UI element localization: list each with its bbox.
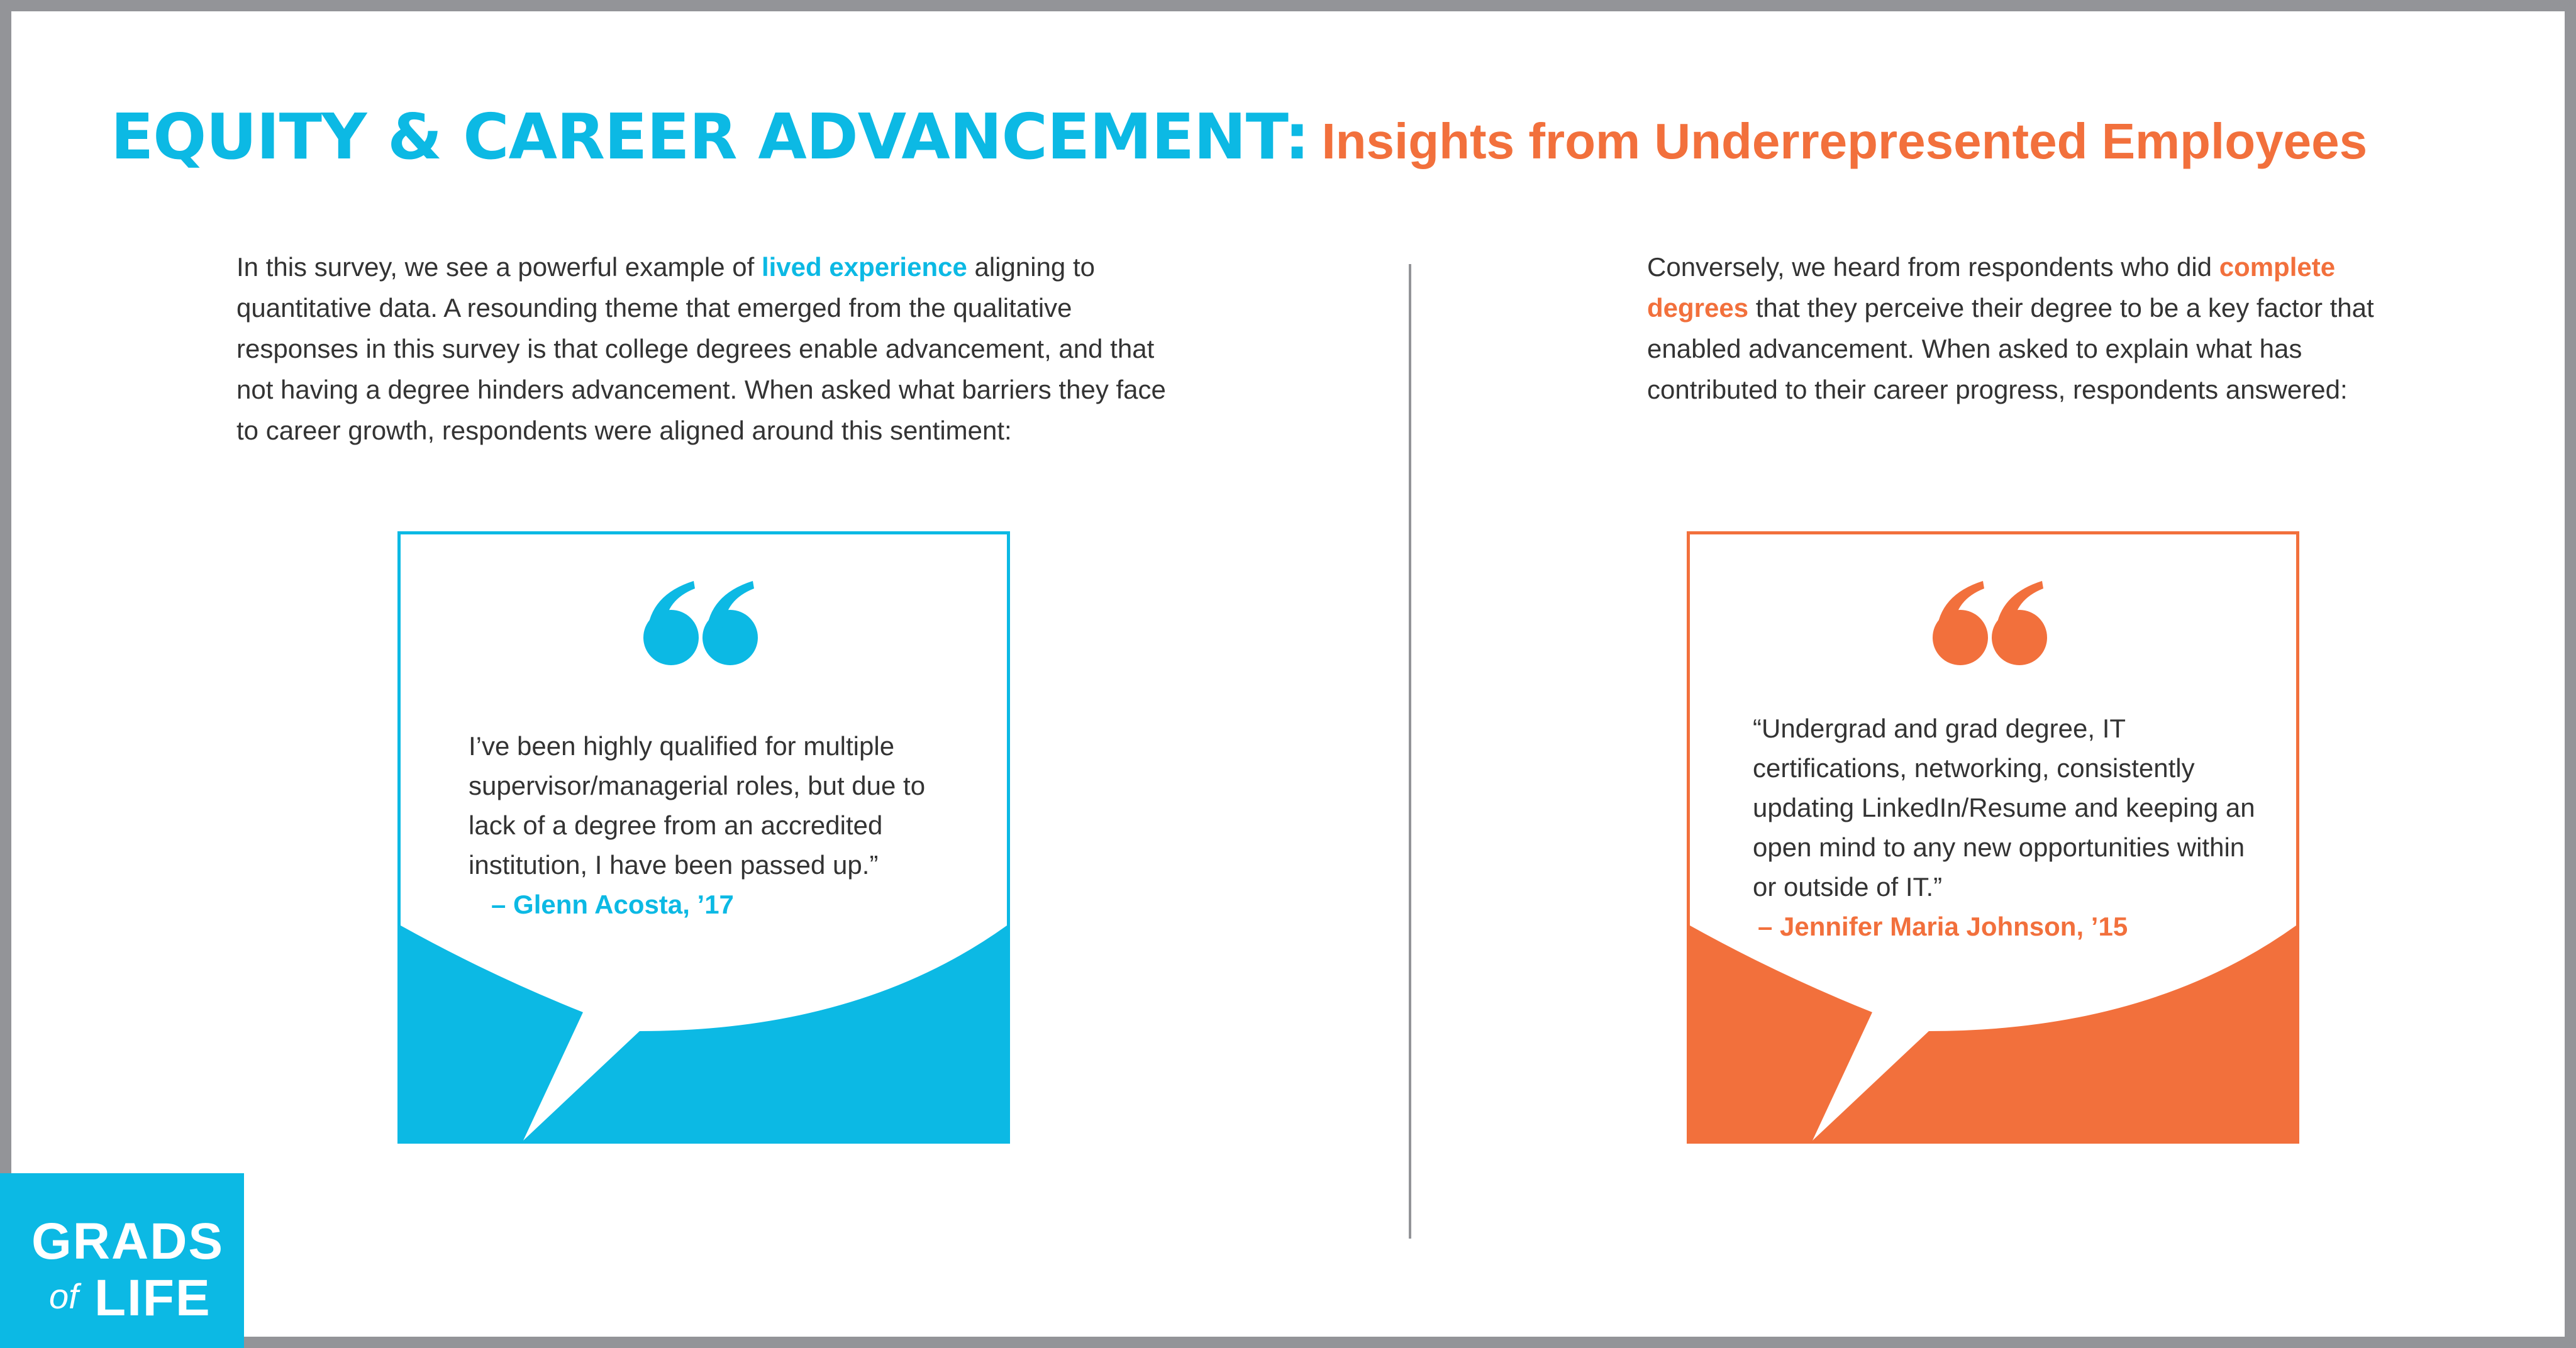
- right-quote-body: “Undergrad and grad degree, IT certifications, networking, consistently updating LinkedIn/Resume and keeping an open mind to any new opportunities within or outside of IT.”: [1753, 714, 2255, 902]
- left-intro-paragraph: [236, 246, 1192, 451]
- left-intro-highlight: lived experience: [761, 252, 967, 282]
- left-quote-body: I’ve been highly qualified for multiple supervisor/managerial roles, but due to lack of a degree from an accredited institution, I have been passed up.”: [469, 731, 926, 880]
- grads-of-life-logo: [0, 1173, 244, 1348]
- left-intro-text-end: aligning to quantitative data. A resounding theme that emerged from the qualitative responses in this survey is that college degrees enable advancement, and that not having a degree hinders advancement. When asked what barriers they face to career growth, respondents were aligned around this sentiment:: [236, 252, 1166, 445]
- title-main: EQUITY & CAREER ADVANCEMENT:: [111, 100, 1309, 174]
- logo-word-grads: GRADS: [31, 1213, 225, 1270]
- left-quote-card: [397, 531, 1010, 1144]
- column-divider: [1409, 264, 1411, 1239]
- right-intro-text-end: that they perceive their degree to be a key factor that enabled advancement. When asked to explain what has contributed to their career progress, respondents answered:: [1647, 293, 2374, 404]
- left-quote-attribution: – Glenn Acosta, ’17: [491, 890, 734, 919]
- page-title: [111, 100, 2475, 174]
- logo-word-life: LIFE: [94, 1269, 211, 1327]
- left-quote-text: [469, 726, 972, 924]
- right-intro-highlight: complete degrees: [1647, 252, 2336, 323]
- logo-word-of: of: [49, 1276, 79, 1316]
- right-quote-attribution: – Jennifer Maria Johnson, ’15: [1758, 912, 2128, 941]
- right-intro-paragraph: [1647, 246, 2389, 410]
- title-subtitle: Insights from Underrepresented Employees: [1321, 113, 2368, 169]
- quote-mark-icon: [641, 580, 760, 668]
- right-quote-text: [1753, 709, 2256, 946]
- quote-mark-icon: [1930, 580, 2050, 668]
- right-quote-card: [1687, 531, 2299, 1144]
- right-intro-text-start: Conversely, we heard from respondents who did: [1647, 252, 2219, 282]
- left-intro-text-start: In this survey, we see a powerful example of: [236, 252, 762, 282]
